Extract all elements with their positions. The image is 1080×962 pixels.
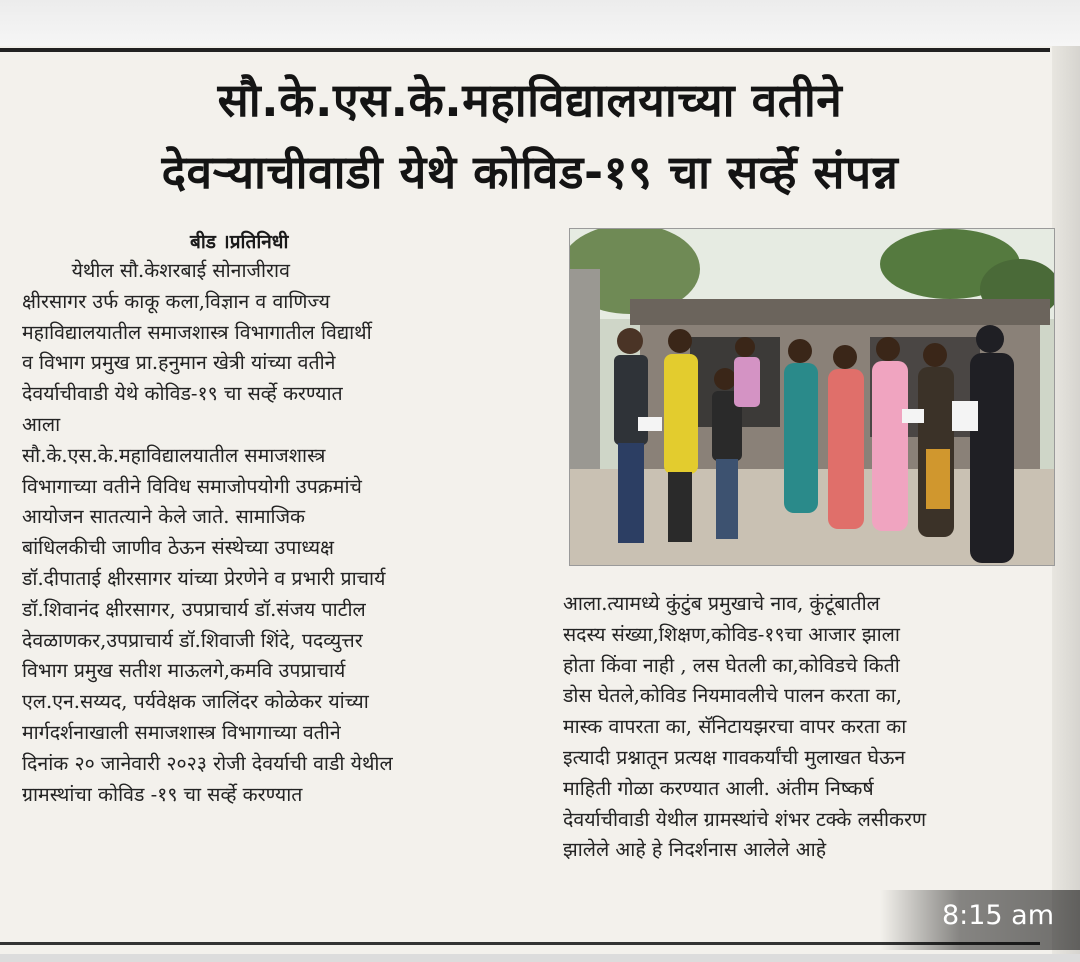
timestamp-overlay bbox=[880, 890, 1080, 950]
headline-line-2: देवऱ्याचीवाडी येथे कोविड-१९ चा सर्व्हे संपन्न bbox=[161, 145, 899, 199]
article-text-line: येथील सौ.केशरबाई सोनाजीराव bbox=[22, 259, 290, 282]
article-text-line: इत्यादी प्रश्नातून प्रत्यक्ष गावकर्यांची मुलाखत घेऊन bbox=[563, 745, 906, 769]
article-text-line: डॉ.शिवानंद क्षीरसागर, उपप्राचार्य डॉ.संजय पाटील bbox=[22, 597, 366, 621]
article-left-column bbox=[22, 256, 522, 810]
article-text-line: क्षीरसागर उर्फ काकू कला,विज्ञान व वाणिज्य bbox=[22, 289, 330, 313]
top-rule bbox=[0, 48, 1050, 52]
article-text-line: व विभाग प्रमुख प्रा.हनुमान खेत्री यांच्या वतीने bbox=[22, 351, 336, 375]
article-text-line: सदस्य संख्या,शिक्षण,कोविड-१९चा आजार झाला bbox=[563, 622, 900, 646]
article-text-line: दिनांक २० जानेवारी २०२३ रोजी देवर्याची वाडी येथील bbox=[22, 751, 393, 775]
article-text-line: देवळाणकर,उपप्राचार्य डॉ.शिवाजी शिंदे, पदव्युत्तर bbox=[22, 628, 363, 652]
article-text-line: बांधिलकीची जाणीव ठेऊन संस्थेच्या उपाध्यक्ष bbox=[22, 536, 335, 560]
article-text-line: डोस घेतले,कोविड नियमावलीचे पालन करता का, bbox=[563, 684, 902, 708]
article-text-line: ग्रामस्थांचा कोविड -१९ चा सर्व्हे करण्यात bbox=[22, 782, 303, 806]
screenshot-top-bar bbox=[0, 0, 1080, 46]
article-text-line: झालेले आहे हे निदर्शनास आलेले आहे bbox=[563, 838, 827, 862]
article-text-line: सौ.के.एस.के.महाविद्यालयातील समाजशास्त्र bbox=[22, 443, 326, 467]
article-text-line: आयोजन सातत्याने केले जाते. सामाजिक bbox=[22, 505, 306, 529]
article-text-line: डॉ.दीपाताई क्षीरसागर यांच्या प्रेरणेने व प्रभारी प्राचार्य bbox=[22, 566, 386, 590]
article-text-line: आला.त्यामध्ये कुंटुंब प्रमुखाचे नाव, कुंटूंबातील bbox=[563, 592, 880, 615]
survey-photo bbox=[569, 228, 1055, 566]
dateline: बीड ।प्रतिनिधी bbox=[190, 231, 289, 253]
article-text-line: देवर्याचीवाडी येथे कोविड-१९ चा सर्व्हे करण्यात bbox=[22, 382, 343, 406]
article-text-line: विभाग प्रमुख सतीश माऊलगे,कमवि उपप्राचार्य bbox=[22, 659, 346, 683]
article-text-line: होता किंवा नाही , लस घेतली का,कोविडचे किती bbox=[563, 653, 900, 677]
message-time: 8:15 am bbox=[941, 900, 1054, 931]
article-right-column bbox=[563, 589, 1053, 866]
article-text-line: देवर्याचीवाडी येथील ग्रामस्थांचे शंभर टक्के लसीकरण bbox=[563, 807, 927, 831]
article-text-line: माहिती गोळा करण्यात आली. अंतीम निष्कर्ष bbox=[563, 776, 874, 800]
article-text-line: एल.एन.सय्यद, पर्यवेक्षक जालिंदर कोळेकर यांच्या bbox=[22, 690, 369, 714]
article-text-line: मार्गदर्शनाखाली समाजशास्त्र विभागाच्या वतीने bbox=[22, 720, 341, 744]
article-text-line: मास्क वापरता का, सॅनिटायझरचा वापर करता का bbox=[563, 715, 907, 739]
clipping-right-edge bbox=[1052, 46, 1080, 954]
headline-line-1: सौ.के.एस.के.महाविद्यालयाच्या वतीने bbox=[217, 73, 843, 127]
article-text-line: आला bbox=[22, 412, 61, 436]
article-text-line: विभागाच्या वतीने विविध समाजोपयोगी उपक्रमांचे bbox=[22, 474, 362, 498]
article-text-line: महाविद्यालयातील समाजशास्त्र विभागातील विद्यार्थी bbox=[22, 320, 372, 344]
